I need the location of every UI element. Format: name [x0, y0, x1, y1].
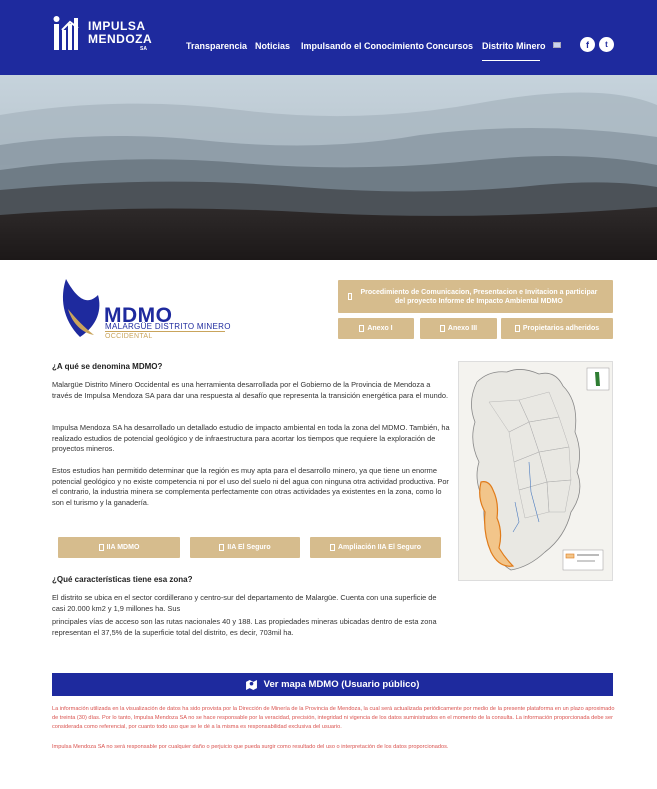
- mendoza-map-image: [459, 362, 613, 581]
- language-flag-icon[interactable]: [553, 42, 561, 48]
- section-1-heading: ¿A qué se denomina MDMO?: [52, 362, 163, 371]
- facebook-icon[interactable]: f: [580, 37, 595, 52]
- propietarios-label: Propietarios adheridos: [522, 325, 600, 332]
- ver-mapa-label: Ver mapa MDMO (Usuario público): [263, 679, 420, 690]
- mdmo-brand: [58, 275, 238, 345]
- logo-text: IMPULSA MENDOZA: [88, 19, 153, 46]
- iia-mdmo-button[interactable]: [58, 537, 180, 558]
- brand-subtitle-occidental: OCCIDENTAL: [105, 333, 153, 340]
- propietarios-button[interactable]: [501, 318, 613, 339]
- brand-title: MDMO: [104, 304, 173, 327]
- document-icon: [219, 544, 224, 551]
- disclaimer-paragraph-2: Impulsa Mendoza SA no será responsable por cualquier daño o perjuicio que pueda surgir como resultado del uso o interpretación de los datos proporcionados.: [52, 744, 449, 750]
- anexo-1-button[interactable]: [338, 318, 414, 339]
- document-icon: [359, 325, 364, 332]
- document-icon: [330, 544, 335, 551]
- brand-divider: [105, 331, 225, 332]
- iia-mdmo-label: IIA MDMO: [106, 544, 140, 551]
- document-icon: [348, 293, 352, 300]
- ampliacion-iia-label: Ampliación IIA El Seguro: [338, 544, 421, 551]
- nav-transparencia[interactable]: Transparencia: [186, 41, 248, 51]
- ampliacion-iia-button[interactable]: [310, 537, 441, 558]
- document-icon: [440, 325, 445, 332]
- ver-mapa-button[interactable]: [52, 673, 613, 696]
- nav-concursos[interactable]: Concursos: [426, 41, 474, 51]
- section-1-paragraph-3: Estos estudios han permitido determinar que la región es muy apta para el desarrollo minero, ya que tiene un enorme potencial geológico y no existe competencia ni por el uso del suelo ni del agua con ninguna otra actividad productiva. Por el contrario, la industria minera se complementa perfectamente con otras actividades ya existentes en la zona, como lo son el turismo y la ganadería.: [52, 466, 449, 507]
- twitter-icon[interactable]: t: [599, 37, 614, 52]
- hero-image: [0, 75, 657, 260]
- anexo-3-button[interactable]: [420, 318, 497, 339]
- section-2-paragraph-1: El distrito se ubica en el sector cordillerano y centro-sur del departamento de Malargüe. Cuenta con una superficie de casi 20.000 km2 y 1,9 millones ha. Sus: [52, 593, 437, 613]
- mdmo-leaf-icon: [58, 275, 104, 339]
- section-1-paragraph-2: Impulsa Mendoza SA ha desarrollado un detallado estudio de impacto ambiental en toda la zona del MDMO. También, ha realizado estudios de potencial geológico y de infraestructura para acortar los tiempos que requiere la exploración de proyectos mineros.: [52, 423, 450, 454]
- logo-suffix: SA: [140, 46, 147, 52]
- nav-noticias[interactable]: Noticias: [255, 41, 291, 51]
- procedimiento-label: Procedimiento de Comunicacion, Presentacion e Invitacion a participar del proyecto Informe de Impacto Ambiental MDMO: [360, 288, 598, 305]
- map-icon: [246, 680, 257, 690]
- iia-el-seguro-label: IIA El Seguro: [227, 544, 271, 551]
- section-1-paragraph-1: Malargüe Distrito Minero Occidental es una herramienta desarrollada por el Gobierno de la Provincia de Mendoza a través de Impulsa Mendoza SA para dar una respuesta al desafío que representa la transición energética para el mundo.: [52, 380, 449, 400]
- nav-impulsando-conocimiento[interactable]: Impulsando el Conocimiento: [301, 41, 425, 51]
- impulsa-mendoza-logo[interactable]: [52, 14, 162, 58]
- mdmo-district-map: [458, 361, 613, 581]
- procedimiento-button[interactable]: [338, 280, 613, 313]
- section-2-paragraph-2: principales vías de acceso son las rutas nacionales 40 y 188. Las propiedades mineras ubicadas dentro de esta zona representan el 37,5% de la superficie total del distrito, es decir, 703mil ha.: [52, 617, 437, 637]
- iia-el-seguro-button[interactable]: [190, 537, 300, 558]
- nav-distrito-minero[interactable]: Distrito Minero: [482, 41, 546, 51]
- nav-active-indicator: [482, 60, 540, 61]
- section-2-heading: ¿Qué características tiene esa zona?: [52, 575, 193, 584]
- mountain-landscape-image: [0, 75, 657, 260]
- document-icon: [99, 544, 104, 551]
- anexo-3-label: Anexo III: [447, 325, 478, 332]
- anexo-1-label: Anexo I: [367, 325, 393, 332]
- disclaimer-paragraph-1: La información utilizada en la visualización de datos ha sido provista por la Dirección de Minería de la Provincia de Mendoza, la cual será actualizada periódicamente por medio de la presente plataforma en un plazo aproximado de treinta (30) días. Por lo tanto, Impulsa Mendoza SA no se hace responsable por la veracidad, precisión, integridad ni vigencia de los datos suministrados en el momento de la consulta. La información proporcionada debe ser considerada como referencial, por cuanto todo uso que se le dé a la misma es responsabilidad exclusiva del usuario.: [52, 706, 615, 730]
- brand-subtitle: MALARGÜE DISTRITO MINERO: [105, 322, 231, 331]
- site-header: [0, 0, 657, 75]
- document-icon: [515, 325, 520, 332]
- logo-mark-icon: [52, 14, 86, 54]
